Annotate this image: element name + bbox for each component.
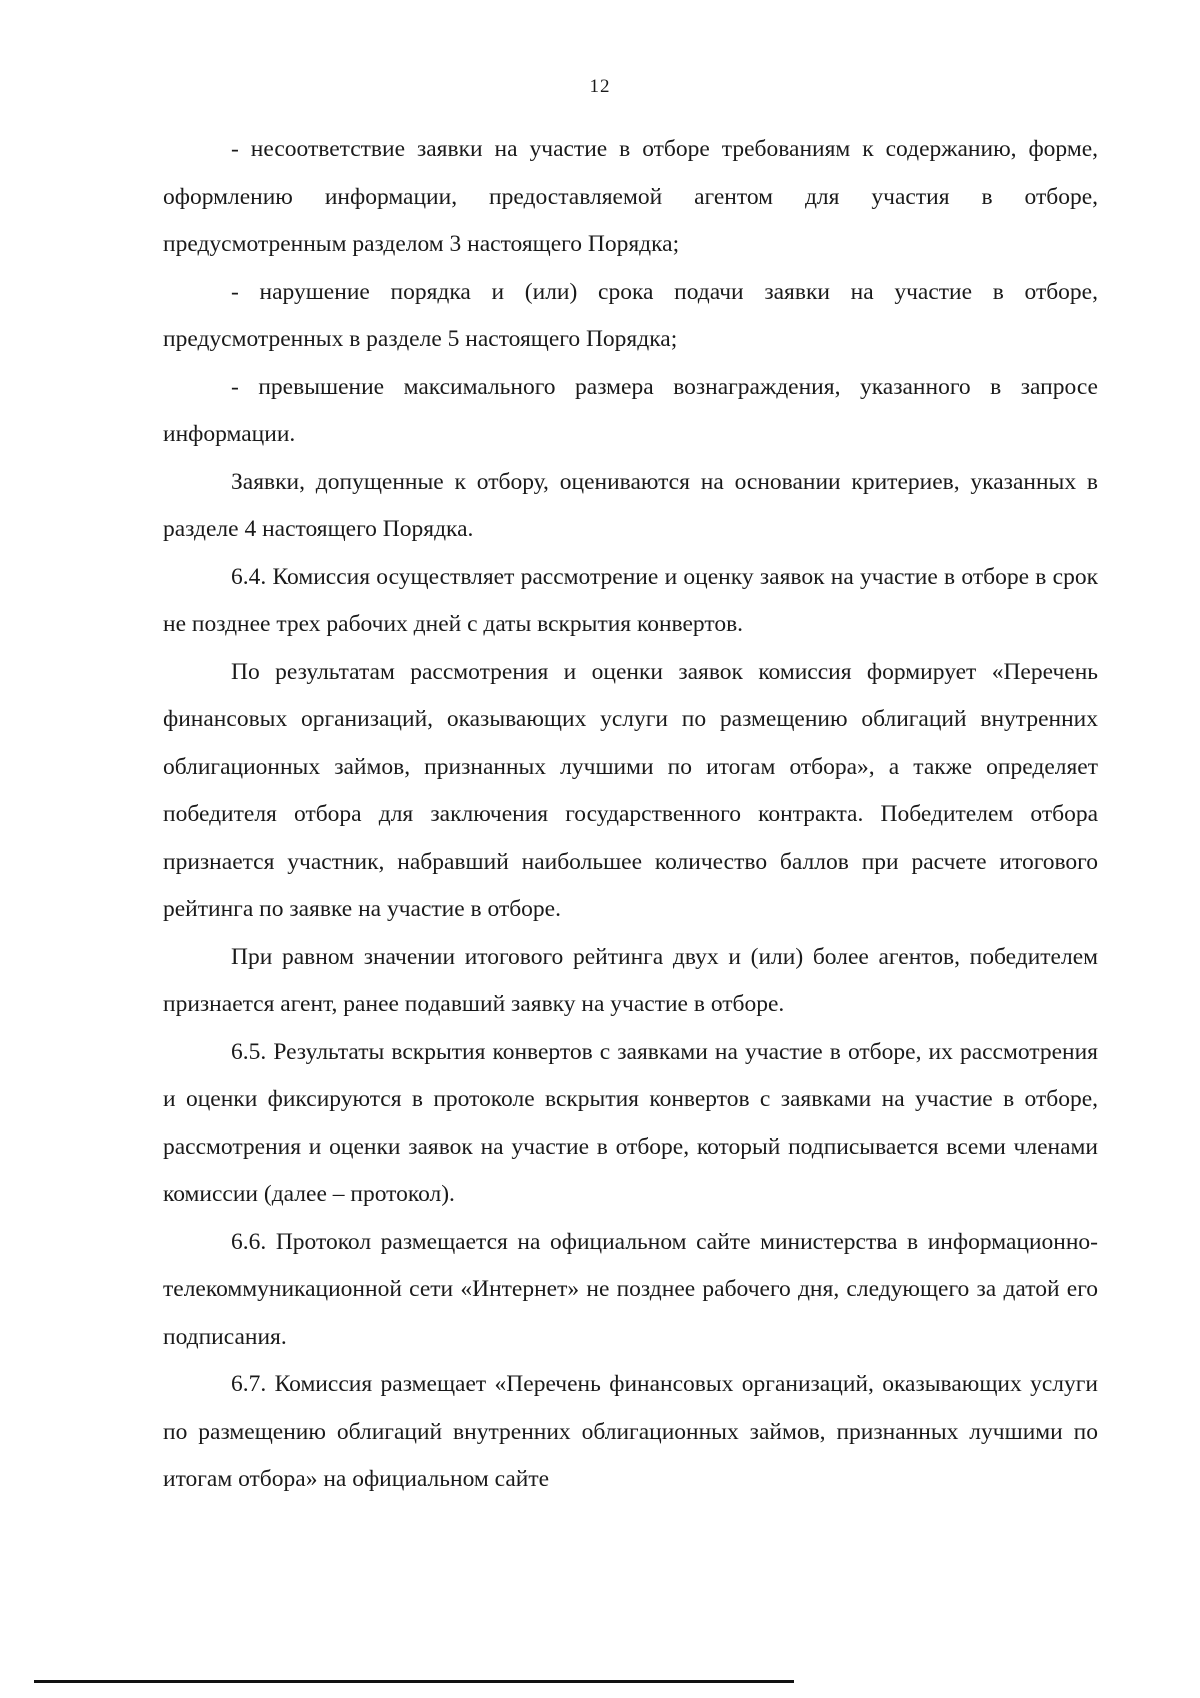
paragraph-evaluation-criteria: Заявки, допущенные к отбору, оцениваются на основании критериев, указанных в разделе 4 настоящего Порядка. (163, 468, 1098, 542)
paragraph-clause-6-6: 6.6. Протокол размещается на официальном сайте министерства в информационно-телекоммуникационной сети «Интернет» не позднее рабочего дня, следующего за датой его подписания. (163, 1228, 1098, 1350)
paragraph-clause-6-7: 6.7. Комиссия размещает «Перечень финансовых организаций, оказывающих услуги по размещению облигаций внутренних облигационных займов, признанных лучшими по итогам отбора» на официальном сайте (163, 1371, 1098, 1492)
paragraph-rejection-fee-excess: - превышение максимального размера вознаграждения, указанного в запросе информации. (163, 373, 1098, 447)
paragraph-rejection-deadline-violation: - нарушение порядка и (или) срока подачи заявки на участие в отборе, предусмотренных в разделе 5 настоящего Порядка; (163, 278, 1098, 352)
paragraph-rejection-content-mismatch: - несоответствие заявки на участие в отборе требованиям к содержанию, форме, оформлению информации, предоставляемой агентом для участия в отборе, предусмотренным разделом 3 настоящего Порядка; (163, 136, 1098, 257)
paragraph-tie-rule: При равном значении итогового рейтинга двух и (или) более агентов, победителем признается агент, ранее подавший заявку на участие в отборе. (163, 943, 1098, 1017)
paragraph-clause-6-4: 6.4. Комиссия осуществляет рассмотрение и оценку заявок на участие в отборе в срок не позднее трех рабочих дней с даты вскрытия конвертов. (163, 563, 1098, 637)
paragraph-results-list: По результатам рассмотрения и оценки заявок комиссия формирует «Перечень финансовых организаций, оказывающих услуги по размещению облигаций внутренних облигационных займов, признанных лучшими по итогам отбора», а также определяет победителя отбора для заключения государственного контракта. Победителем отбора признается участник, набравший наибольшее количество баллов при расчете итогового рейтинга по заявке на участие в отборе. (163, 658, 1098, 922)
bottom-divider-line (34, 1680, 794, 1683)
page-number: 12 (589, 76, 611, 97)
document-body (163, 126, 1098, 1504)
paragraph-clause-6-5: 6.5. Результаты вскрытия конвертов с заявками на участие в отборе, их рассмотрения и оценки фиксируются в протоколе вскрытия конвертов с заявками на участие в отборе, рассмотрения и оценки заявок на участие в отборе, который подписывается всеми членами комиссии (далее – протокол). (163, 1038, 1098, 1207)
